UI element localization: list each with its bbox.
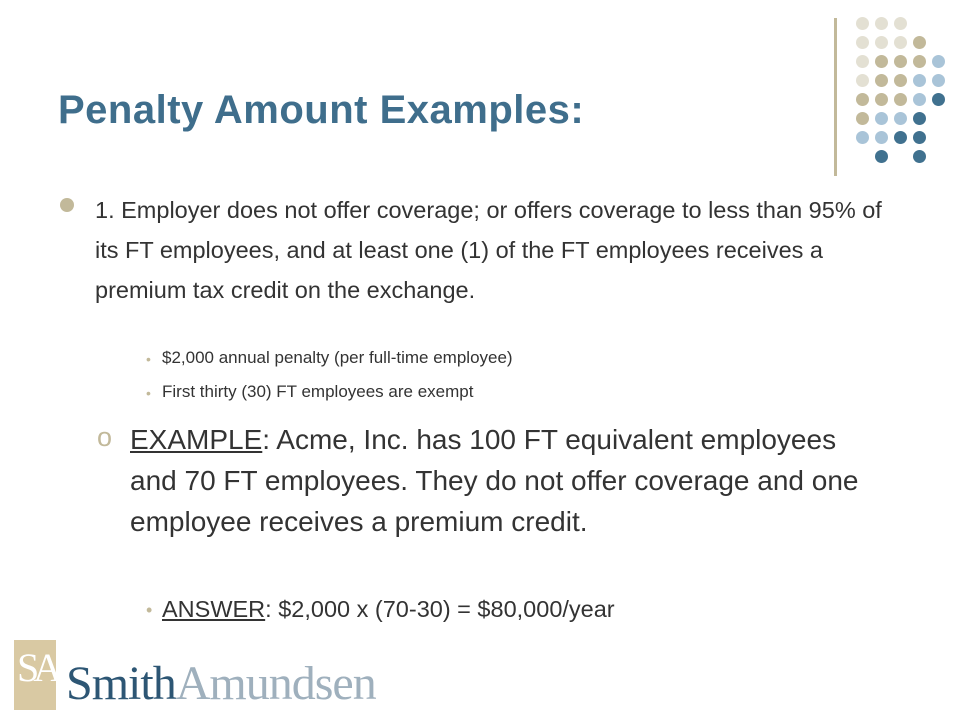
bullet-text-employer-coverage: 1. Employer does not offer coverage; or offers coverage to less than 95% of its FT employees, and at least one (1) of the FT employees receives a premium tax credit on the exchange. <box>95 197 882 303</box>
logo-wordmark: SmithAmundsen <box>66 657 376 710</box>
decorative-dot <box>932 55 945 68</box>
bullet-dot <box>60 198 74 212</box>
sub-bullet-dot: • <box>146 385 151 401</box>
answer-text: : $2,000 x (70-30) = $80,000/year <box>265 596 615 622</box>
decorative-dot <box>856 131 869 144</box>
decorative-dot <box>913 112 926 125</box>
decorative-dot <box>894 93 907 106</box>
decorative-dot <box>875 93 888 106</box>
sub-item-annual-penalty: $2,000 annual penalty (per full-time employee) <box>162 348 513 367</box>
decorative-dot <box>875 74 888 87</box>
decorative-dot <box>875 55 888 68</box>
decorative-dot <box>856 112 869 125</box>
example-label: EXAMPLE <box>130 424 263 455</box>
sub-bullet-dot: • <box>146 600 153 620</box>
smith-amundsen-logo <box>14 640 394 710</box>
slide-title: Penalty Amount Examples: <box>58 88 585 132</box>
decorative-dot <box>856 55 869 68</box>
hollow-bullet-icon: o <box>97 422 113 452</box>
decorative-dot <box>875 131 888 144</box>
sub-item-exempt-employees: First thirty (30) FT employees are exempt <box>162 382 474 401</box>
decorative-dot <box>875 36 888 49</box>
example-text: : Acme, Inc. has 100 FT equivalent employees and 70 FT employees. They do not offer coverage and one employee receives a premium credit. <box>130 424 859 537</box>
decorative-dot <box>856 93 869 106</box>
decorative-dot <box>894 17 907 30</box>
decorative-dot <box>913 74 926 87</box>
decorative-dot <box>913 36 926 49</box>
decorative-divider-line <box>834 18 837 176</box>
decorative-dot <box>894 55 907 68</box>
logo-monogram: SA <box>14 640 56 710</box>
decorative-dot <box>913 131 926 144</box>
decorative-dot <box>894 112 907 125</box>
answer-line <box>162 594 615 624</box>
answer-label: ANSWER <box>162 596 266 622</box>
decorative-dot <box>913 55 926 68</box>
decorative-dot <box>913 150 926 163</box>
decorative-dot <box>856 36 869 49</box>
decorative-dot <box>875 17 888 30</box>
decorative-dot <box>894 36 907 49</box>
decorative-dot <box>856 74 869 87</box>
decorative-dot <box>913 93 926 106</box>
decorative-dot <box>875 150 888 163</box>
decorative-dot <box>894 74 907 87</box>
sub-bullet-dot: • <box>146 351 151 367</box>
decorative-dot <box>932 93 945 106</box>
example-paragraph <box>130 419 870 542</box>
decorative-dot <box>932 74 945 87</box>
decorative-dot <box>894 131 907 144</box>
decorative-dot <box>875 112 888 125</box>
decorative-dot <box>856 17 869 30</box>
